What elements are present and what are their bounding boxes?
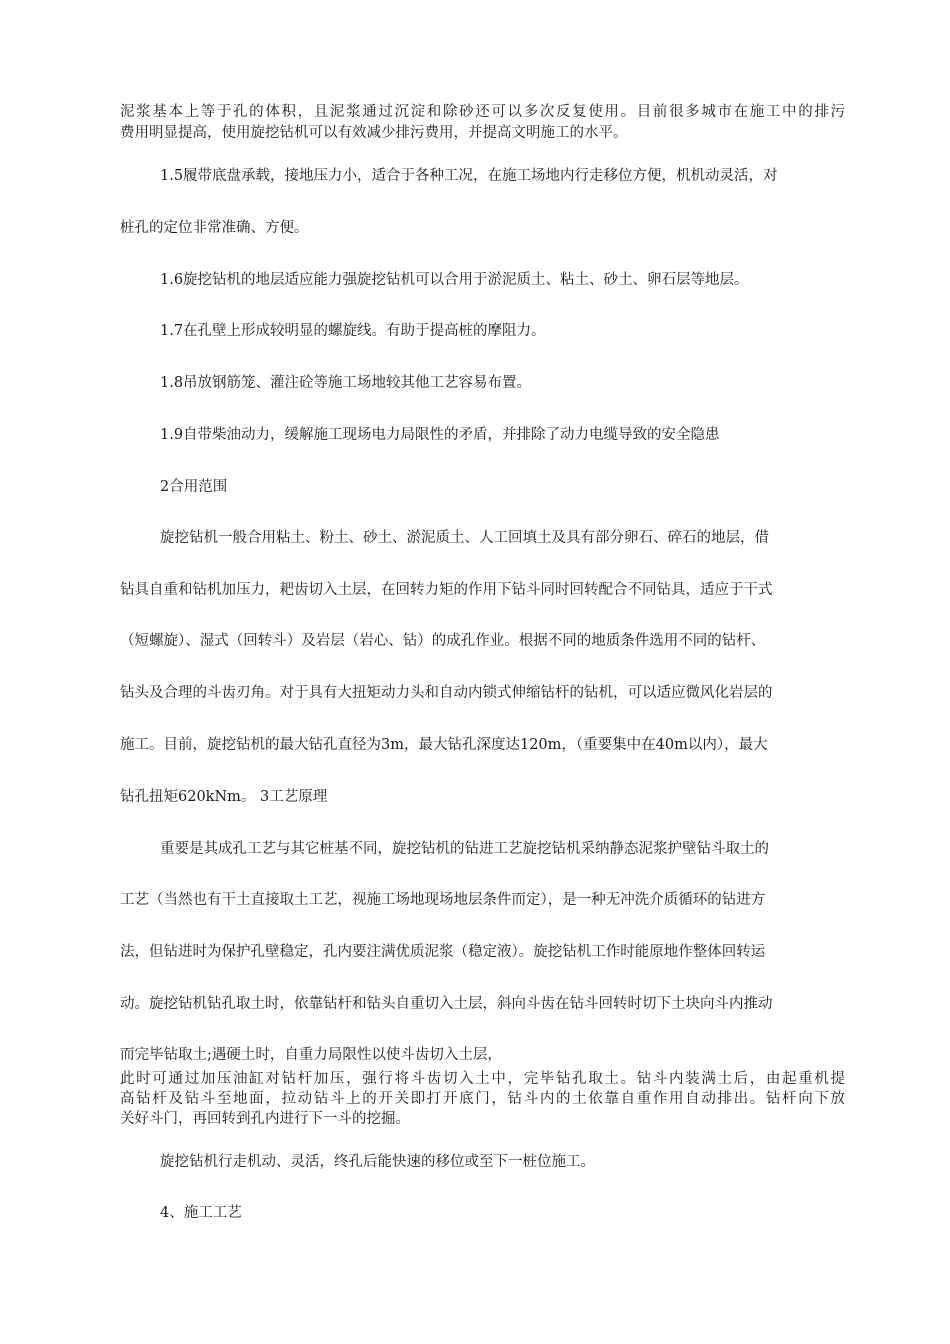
- text-line: 而完毕钻取土;遇硬土时，自重力局限性以使斗齿切入土层，: [120, 1047, 502, 1063]
- text-line: 费用明显提高，使用旋挖钻机可以有效减少排污费用，并提高文明施工的水平。: [120, 125, 628, 141]
- text-line: 1.7在孔壁上形成较明显的螺旋线。有助于提高桩的摩阻力。: [160, 323, 546, 339]
- text-line: 钻具自重和钻机加压力，耙齿切入土层，在回转力矩的作用下钻斗同时回转配合不同钻具，适应于干式: [120, 582, 773, 598]
- text-line: 重要是其成孔工艺与其它桩基不同，旋挖钻机的钻进工艺旋挖钻机采纳静态泥浆护壁钻斗取土的: [160, 841, 769, 857]
- text-line: 关好斗门，再回转到孔内进行下一斗的挖掘。: [120, 1111, 410, 1127]
- text-line: 法，但钻进时为保护孔壁稳定，孔内要注满优质泥浆（稳定液）。旋挖钻机工作时能原地作整体回转运: [120, 944, 766, 960]
- text-line: 1.6旋挖钻机的地层适应能力强旋挖钻机可以合用于淤泥质土、粘土、砂土、卵石层等地层。: [160, 272, 749, 288]
- section-heading: 2合用范围: [160, 479, 228, 495]
- text-line: 施工。目前，旋挖钻机的最大钻孔直径为3m，最大钻孔深度达120m，（重要集中在40m以内），最大: [120, 737, 768, 753]
- text-line: 1.8吊放钢筋笼、灌注砼等施工场地较其他工艺容易布置。: [160, 375, 532, 391]
- text-line: 旋挖钻机行走机动、灵活，终孔后能快速的移位或至下一桩位施工。: [160, 1154, 595, 1170]
- text-line: 此时可通过加压油缸对钻杆加压，强行将斗齿切入土中，完毕钻孔取土。钻斗内装满土后，由起重机提: [120, 1071, 845, 1087]
- text-line: 桩孔的定位非常准确、方便。: [120, 220, 309, 236]
- text-line: 1.5履带底盘承载，接地压力小，适合于各种工况，在施工场地内行走移位方便，机机动灵活，对: [160, 168, 778, 184]
- text-line: 旋挖钻机一般合用粘土、粉土、砂土、淤泥质土、人工回填土及具有部分卵石、碎石的地层，借: [160, 530, 769, 546]
- text-line: 动。旋挖钻机钻孔取土时，依靠钻杆和钻头自重切入土层，斜向斗齿在钻斗回转时切下土块向斗内推动: [120, 996, 773, 1012]
- text-line: 1.9自带柴油动力，缓解施工现场电力局限性的矛盾，并排除了动力电缆导致的安全隐患: [160, 427, 720, 443]
- text-line: 工艺（当然也有干土直接取土工艺，视施工场地现场地层条件而定），是一种无冲洗介质循环的钻进方: [120, 892, 766, 908]
- text-line: 泥浆基本上等于孔的体积，且泥浆通过沉淀和除砂还可以多次反复使用。目前很多城市在施工中的排污: [120, 104, 845, 120]
- text-line: 钻孔扭矩620kNm。 3工艺原理: [120, 789, 328, 805]
- text-line: 钻头及合理的斗齿刃角。对于具有大扭矩动力头和自动内锁式伸缩钻杆的钻机，可以适应微风化岩层的: [120, 685, 773, 701]
- text-line: （短螺旋）、湿式（回转斗）及岩层（岩心、钻）的成孔作业。根据不同的地质条件选用不同的钻杆、: [120, 633, 766, 649]
- section-heading: 4、施工工艺: [160, 1205, 242, 1221]
- text-line: 高钻杆及钻斗至地面，拉动钻斗上的开关即打开底门，钻斗内的土依靠自重作用自动排出。钻杆向下放: [120, 1091, 845, 1107]
